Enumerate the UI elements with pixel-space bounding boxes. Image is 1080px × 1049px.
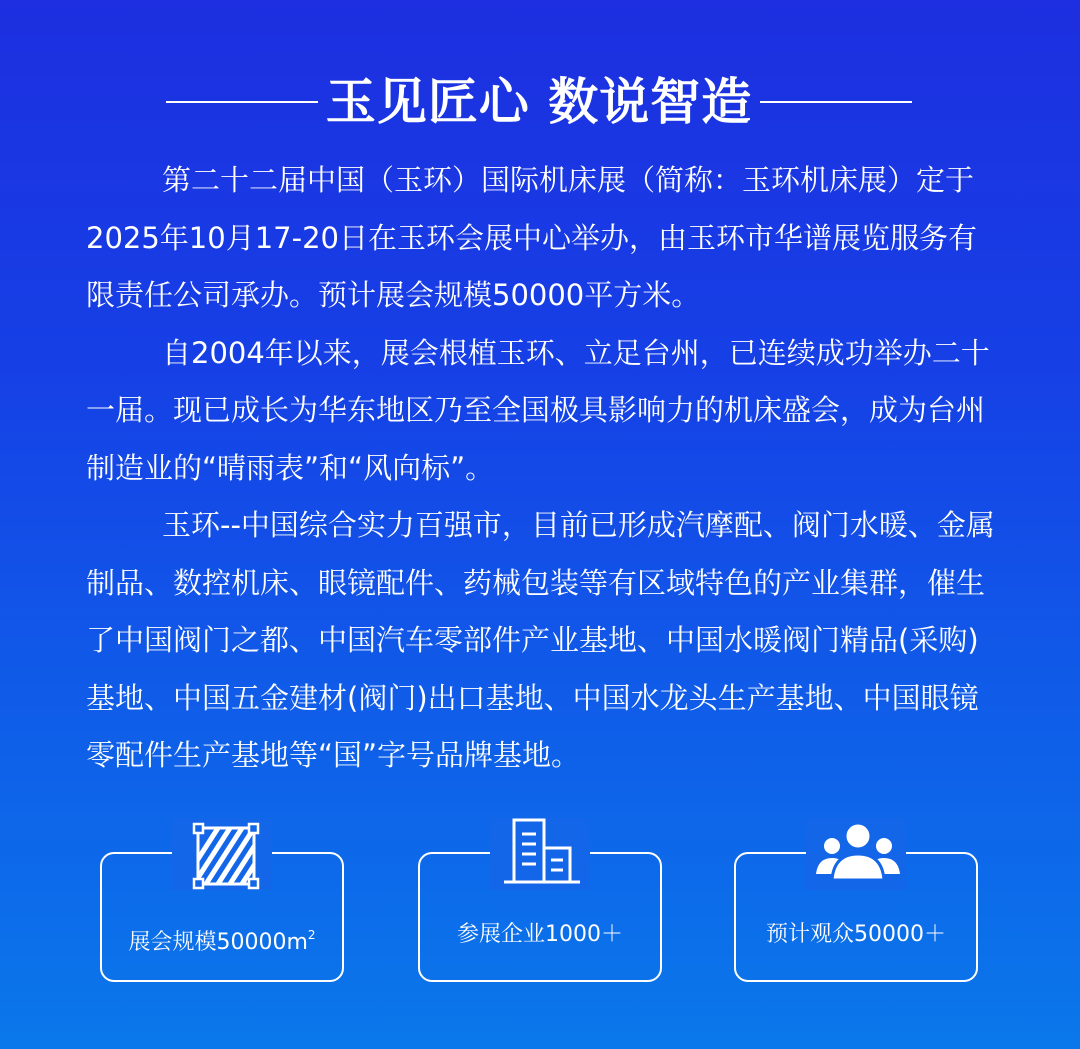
title-divider-left [166,101,318,103]
intro-text [86,152,998,785]
paragraph-3: 玉环--中国综合实力百强市，目前已形成汽摩配、阀门水暖、金属制品、数控机床、眼镜配件、药械包装等有区域特色的产业集群，催生了中国阀门之都、中国汽车零部件产业基地、中国水暖阀门精品(采购)基地、中国五金建材(阀门)出口基地、中国水龙头生产基地、中国眼镜零配件生产基地等“国”字号品牌基地。 [86,508,995,772]
paragraph-1: 第二十二届中国（玉环）国际机床展（简称：玉环机床展）定于2025年10月17-20日在玉环会展中心举办，由玉环市华谱展览服务有限责任公司承办。预计展会规模50000平方米。 [86,163,977,312]
area-icon [172,818,272,890]
title-divider-right [760,101,912,103]
stat-superscript: 2 [307,928,316,942]
stat-label-scale: 展会规模$50000m^2$ [128,928,316,955]
stat-label-audience: 预计观众50000＋ [766,922,946,947]
title-row [0,62,1080,142]
audience-icon [806,818,906,890]
page-title: 玉见匠心 数说智造 [325,73,753,131]
paragraph-2: 自2004年以来，展会根植玉环、立足台州，已连续成功举办二十一届。现已成长为华东地区乃至全国极具影响力的机床盛会，成为台州制造业的“晴雨表”和“风向标”。 [86,335,990,485]
stat-label-exhibitors: 参展企业1000＋ [457,922,623,947]
buildings-icon [490,818,590,890]
